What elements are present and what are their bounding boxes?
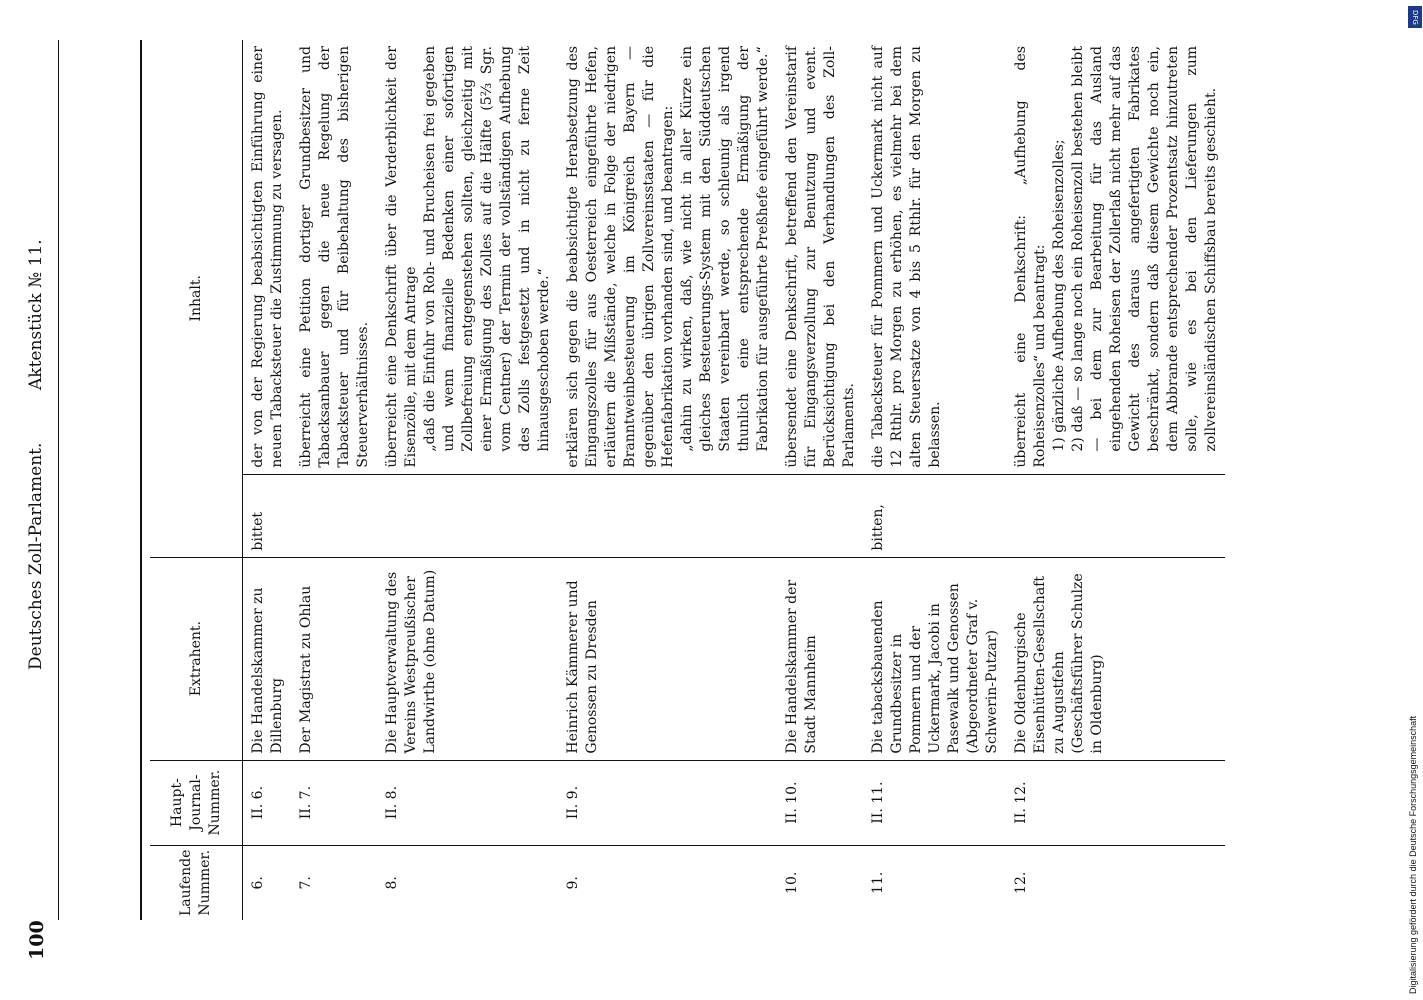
table-row bbox=[1006, 40, 1225, 920]
cell-extrahent: Die tabacksbauenden Grundbesitzer in Pommern und der Uckermark, Jacobi in Pasewalk und Genossen (Abgeordneter Graf v. Schwerin-Putzar) bbox=[863, 557, 1006, 760]
col-header-haupt: Haupt-Journal-Nummer. bbox=[150, 760, 243, 845]
inhalt-paragraph: überreicht eine Denkschrift: „Aufhebung des Roheisenzolles“ und beantragt: bbox=[1013, 46, 1048, 468]
dfg-logo: DFG bbox=[1408, 6, 1422, 28]
cell-inhalt bbox=[1006, 40, 1225, 474]
inhalt-paragraph: die Tabacksteuer für Pommern und Uckermark nicht auf 12 Rthlr. pro Morgen zu erhöhen, es vielmehr bei dem alten Steuersatze von 4 bis 5 Rthlr. für den Morgen zu belassen. bbox=[870, 46, 943, 468]
cell-haupt: II. 8. bbox=[377, 760, 558, 845]
table-row bbox=[777, 40, 863, 920]
cell-lfd: 10. bbox=[784, 871, 800, 894]
inhalt-paragraph: erklären sich gegen die beabsichtigte Herabsetzung des Eingangszolles für aus Oesterreich eingeführte Hefen, erläutern die Mißstände, welche in Folge der niedrigen Branntweinbesteuerung im Königreich Bayern — gegenüber den übrigen Zollvereinsstaaten — für die Hefenfabrikation vorhanden sind, und beantragen: bbox=[565, 46, 676, 468]
cell-haupt: II. 9. bbox=[558, 760, 777, 845]
cell-inhalt bbox=[291, 40, 377, 474]
cell-verb: bitten, bbox=[863, 474, 1006, 557]
col-header-lfd: Laufende Nummer. bbox=[150, 845, 243, 920]
cell-lfd: 11. bbox=[870, 871, 886, 894]
cell-extrahent: Heinrich Kämmerer und Genossen zu Dresden bbox=[558, 557, 777, 760]
col-header-extrahent: Extrahent. bbox=[150, 557, 243, 760]
inhalt-paragraph: der von der Regierung beabsichtigten Einführung einer neuen Tabacksteuer die Zustimmung zu versagen. bbox=[250, 46, 285, 468]
page-number: 100 bbox=[26, 920, 48, 960]
inhalt-paragraph: 2) daß — so lange noch ein Roheisenzoll bestehen bleibt — bei dem zur Bearbeitung für das Ausland eingehenden Roheisen der Zollerlaß nicht mehr auf das Gewicht des daraus angefertigten Fabrikates beschränkt, sondern daß diesem Gewichte noch ein, dem Abbrande entsprechender Prozentsatz hinzutreten solle, wie es bei den Lieferungen zum zollvereinsländischen Schiffsbau bereits geschieht. bbox=[1070, 46, 1219, 452]
cell-verb bbox=[777, 474, 863, 557]
cell-verb bbox=[377, 474, 558, 557]
table-row bbox=[863, 40, 1006, 920]
table-row bbox=[291, 40, 377, 920]
cell-inhalt bbox=[558, 40, 777, 474]
petition-table bbox=[150, 40, 1225, 920]
cell-haupt: II. 6. bbox=[243, 760, 292, 845]
cell-extrahent: Die Handelskammer zu Dillenburg bbox=[243, 557, 292, 760]
cell-lfd: 8. bbox=[384, 876, 400, 890]
cell-inhalt bbox=[377, 40, 558, 474]
cell-extrahent: Die Oldenburgische Eisenhütten-Gesellschaft zu Augustfehn (Geschäftsführer Schulze in Oldenburg) bbox=[1006, 557, 1225, 760]
cell-haupt: II. 7. bbox=[291, 760, 377, 845]
table-body bbox=[243, 40, 1226, 920]
cell-inhalt bbox=[863, 40, 1006, 474]
inhalt-paragraph: 1) gänzliche Aufhebung des Roheisenzolles; bbox=[1051, 139, 1067, 452]
cell-lfd: 6. bbox=[250, 876, 266, 890]
cell-verb: bittet bbox=[243, 474, 292, 557]
cell-haupt: II. 12. bbox=[1006, 760, 1225, 845]
inhalt-paragraph: übersendet eine Denkschrift, betreffend den Vereinstarif für Eingangsverzollung zur Benutzung und event. Berücksichtigung bei den Verhandlungen des Zoll-Parlaments. bbox=[784, 46, 857, 468]
running-title: Deutsches Zoll-Parlament. bbox=[26, 442, 46, 670]
cell-lfd: 9. bbox=[565, 876, 581, 890]
col-header-inhalt: Inhalt. bbox=[150, 40, 243, 557]
cell-verb bbox=[558, 474, 777, 557]
table-row bbox=[558, 40, 777, 920]
cell-lfd: 7. bbox=[298, 876, 314, 890]
cell-inhalt bbox=[777, 40, 863, 474]
inhalt-paragraph: „dahin zu wirken, daß, wie nicht in aller Kürze ein gleiches Besteuerungs-System mit den Süddeutschen Staaten vereinbart werde, so schleunig als irgend thunlich eine entsprechende Ermäßigung der Fabrikation für ausgeführte Preßhefe eingeführt werde.“ bbox=[679, 46, 771, 452]
cell-haupt: II. 11. bbox=[863, 760, 1006, 845]
inhalt-paragraph: überreicht eine Denkschrift über die Verderblichkeit der Eisenzölle, mit dem Antrage bbox=[384, 46, 419, 468]
cell-haupt: II. 10. bbox=[777, 760, 863, 845]
document-number: Aktenstück № 11. bbox=[26, 239, 46, 390]
cell-inhalt bbox=[243, 40, 292, 474]
inhalt-paragraph: „daß die Einfuhr von Roh- und Brucheisen frei gegeben und wenn finanzielle Bedenken einer sofortigen Zollbefreiung entgegenstehen sollten, gleichzeitig mit einer Ermäßigung des Zolles auf die Hälfte (5⅔ Sgr. vom Centner) der Termin der vollständigen Aufhebung des Zolls festgesetzt und in nicht zu ferne Zeit hinausgeschoben werde.“ bbox=[422, 46, 552, 452]
cell-extrahent: Der Magistrat zu Ohlau bbox=[291, 557, 377, 760]
inhalt-paragraph: überreicht eine Petition dortiger Grundbesitzer und Tabacksanbauer gegen die neue Regelung der Tabacksteuer und für Beibehaltung des bisherigen Steuerverhältnisses. bbox=[298, 46, 371, 468]
digitization-note: Digitalisierung gefördert durch die Deutsche Forschungsgemeinschaft bbox=[1408, 715, 1418, 994]
table-top-rule bbox=[140, 40, 142, 920]
cell-verb bbox=[291, 474, 377, 557]
cell-extrahent: Die Handelskammer der Stadt Mannheim bbox=[777, 557, 863, 760]
table-row bbox=[377, 40, 558, 920]
cell-extrahent: Die Hauptverwaltung des Vereins Westpreußischer Landwirthe (ohne Datum) bbox=[377, 557, 558, 760]
cell-lfd: 12. bbox=[1013, 871, 1029, 894]
table-row bbox=[243, 40, 292, 920]
cell-verb bbox=[1006, 474, 1225, 557]
header-rule bbox=[58, 40, 59, 920]
